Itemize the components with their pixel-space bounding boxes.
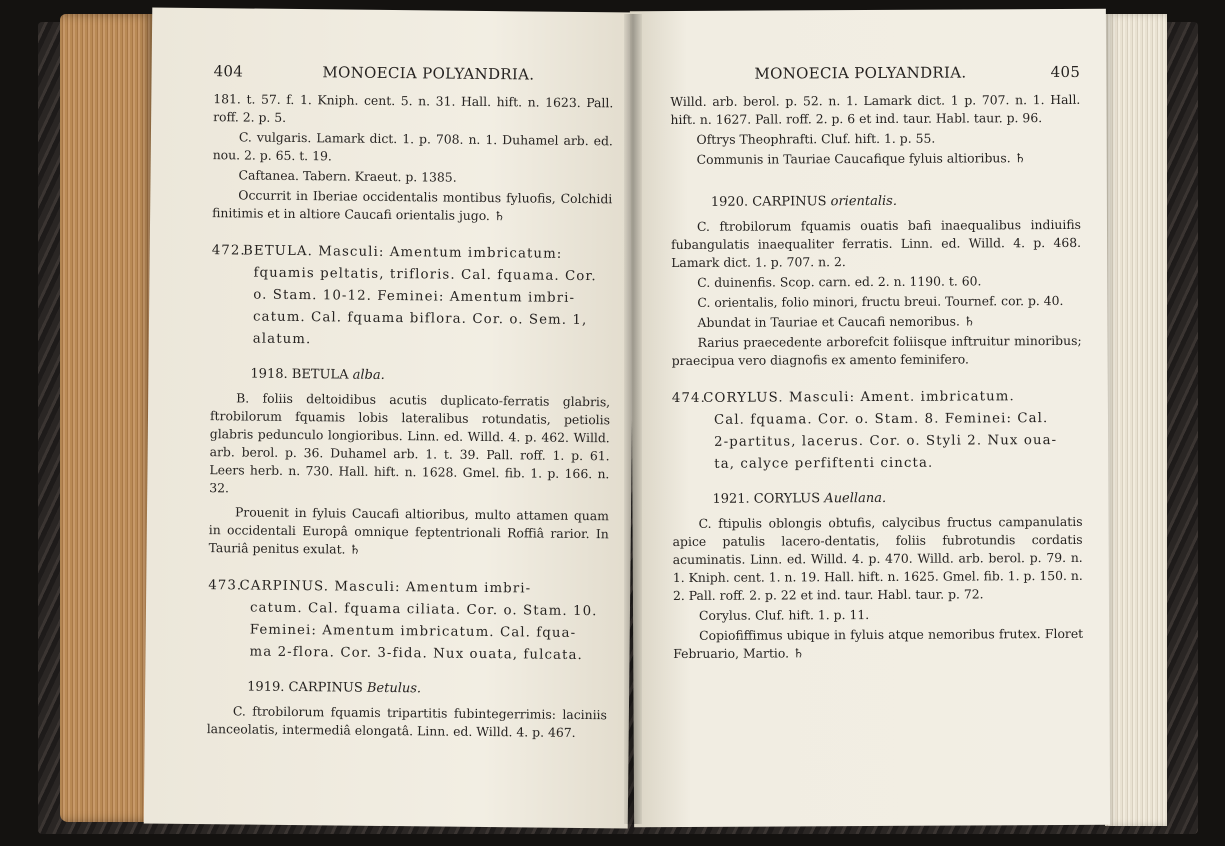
description-text: C. ftrobilorum fquamis ouatis bafi inaequalibus indiuifis fubangulatis inaequaliter ferratis. Linn. ed. Willd. 4. p. 468. Lamark dict. 1. p. 707. n. 2. bbox=[671, 216, 1082, 271]
reference-line: C. vulgaris. Lamark dict. 1. p. 708. n. 1. Duhamel arb. ed. nou. 2. p. 65. t. 19. bbox=[212, 129, 613, 164]
habitat-text: Prouenit in fyluis Caucafi altioribus, multo attamen quam in occidentali Europâ omnique feptentrionali Roffiâ rarior. In Tauriâ penitus exulat. ♄ bbox=[208, 504, 610, 557]
genus-number: 474. bbox=[671, 390, 706, 407]
genus-line: catum. Cal. fquama biflora. Cor. o. Sem. 1, bbox=[252, 309, 588, 329]
species-description-1921 bbox=[673, 513, 1084, 663]
reference-line: 181. t. 57. f. 1. Kniph. cent. 5. n. 31. Hall. hift. n. 1623. Pall. roff. 2. p. 5. bbox=[213, 91, 614, 125]
species-description-1920 bbox=[671, 216, 1082, 370]
genus-entry-betula bbox=[211, 240, 612, 354]
reference-line: Caftanea. Tabern. Kraeut. p. 1385. bbox=[238, 167, 457, 185]
habitat-text: Copiofiffimus ubique in fyluis atque nemoribus frutex. Floret Februario, Martio. ♄ bbox=[673, 625, 1084, 662]
species-heading-1921 bbox=[712, 490, 1082, 507]
left-page bbox=[144, 7, 637, 828]
reference-line: Willd. arb. berol. p. 52. n. 1. Lamark dict. 1 p. 707. n. 1. Hall. hift. n. 1627. Pall. roff. 2. p. 6 et ind. taur. Habl. taur. p. 96. bbox=[670, 91, 1081, 128]
description-text: C. ftipulis oblongis obtufis, calycibus fructus campanulatis apice patulis lacero-dentatis, foliis fubrotundis cordatis acuminatis. Linn. ed. Willd. 4. p. 470. Willd. arb. berol. p. 79. n. 1. Kniph. cent. 1. n. 19. Hall. hift. n. 1625. Gmel. fib. 1. p. 150. n. 2. Pall. roff. 2. p. 22 et ind. taur. Habl. taur. p. 72. bbox=[672, 513, 1083, 604]
species-epithet: Auellana. bbox=[824, 490, 887, 507]
genus-line: CORYLUS. Masculi: Ament. imbricatum. bbox=[703, 389, 1015, 406]
page-number: 404 bbox=[213, 62, 244, 81]
genus-number: 473. bbox=[208, 578, 243, 594]
left-page-header bbox=[214, 62, 614, 84]
genus-line: CARPINUS. Masculi: Amentum imbri- bbox=[239, 578, 532, 597]
right-page-edges bbox=[1105, 14, 1167, 826]
running-title: MONOECIA POLYANDRIA. bbox=[322, 63, 535, 84]
description-text: B. foliis deltoidibus acutis duplicato-ferratis glabris, ftrobilorum fquamis lobis lateralibus rotundatis, petiolis glabris pedunculo longioribus. Linn. ed. Willd. 4. p. 462. Willd. arb. berol. p. 36. Duhamel arb. 1. t. 39. Pall. roff. 1. p. 61. Leers herb. n. 730. Hall. hift. n. 1628. Gmel. fib. 1. p. 166. n. 32. bbox=[209, 390, 611, 496]
note-text: Rarius praecedente arborefcit foliisque inftruitur minoribus; praecipua vero diagnofis ex amento feminifero. bbox=[671, 332, 1082, 369]
genus-line: Feminei: Amentum imbricatum. Cal. fqua- bbox=[249, 622, 577, 641]
synonym-line: C. orientalis, folio minori, fructu breui. Tournef. cor. p. 40. bbox=[697, 292, 1064, 310]
running-title: MONOECIA POLYANDRIA. bbox=[754, 63, 967, 83]
species-name: 1920. CARPINUS bbox=[710, 194, 827, 210]
habitat-text: Communis in Tauriae Caucafique fyluis altioribus. ♄ bbox=[696, 150, 1026, 167]
species-epithet: Betulus. bbox=[366, 680, 422, 697]
species-epithet: orientalis. bbox=[830, 193, 897, 210]
genus-line: catum. Cal. fquama ciliata. Cor. o. Stam. 10. bbox=[249, 600, 598, 620]
book-gutter bbox=[624, 14, 642, 824]
right-page-body bbox=[670, 91, 1080, 169]
genus-line: o. Stam. 10-12. Feminei: Amentum imbri- bbox=[253, 287, 576, 306]
species-heading-1918 bbox=[250, 367, 610, 386]
species-name: 1919. CARPINUS bbox=[247, 679, 363, 696]
genus-line: ma 2-flora. Cor. 3-fida. Nux ouata, fulcata. bbox=[249, 644, 583, 664]
genus-line: ta, calyce perfiftenti cincta. bbox=[714, 455, 934, 472]
genus-number: 472. bbox=[211, 243, 246, 259]
synonym-line: C. duinenfis. Scop. carn. ed. 2. n. 1190. t. 60. bbox=[697, 273, 982, 290]
genus-entry-corylus bbox=[672, 386, 1082, 476]
right-page-header bbox=[670, 63, 1080, 83]
species-name: 1918. BETULA bbox=[250, 366, 349, 383]
genus-line: alatum. bbox=[252, 331, 312, 348]
species-description-1919 bbox=[207, 702, 607, 742]
genus-line: BETULA. Masculi: Amentum imbricatum: bbox=[242, 243, 563, 262]
reference-line: Oftrys Theophrafti. Cluf. hift. 1. p. 55. bbox=[696, 130, 936, 147]
species-name: 1921. CORYLUS bbox=[712, 491, 821, 507]
habitat-text: Occurrit in Iberiae occidentalis montibus fyluofis, Colchidi finitimis et in altiore Caucafi orientalis jugo. ♄ bbox=[212, 187, 613, 224]
species-description-1918 bbox=[209, 389, 611, 561]
species-epithet: alba. bbox=[352, 367, 385, 383]
genus-line: Cal. fquama. Cor. o. Stam. 8. Feminei: Cal. bbox=[713, 411, 1049, 428]
left-page-edges bbox=[60, 14, 154, 822]
genus-line: fquamis peltatis, trifloris. Cal. fquama. Cor. bbox=[253, 265, 597, 285]
genus-entry-carpinus bbox=[207, 575, 608, 667]
synonym-line: Corylus. Cluf. hift. 1. p. 11. bbox=[698, 607, 870, 623]
left-page-body bbox=[212, 90, 613, 226]
description-text: C. ftrobilorum fquamis tripartitis fubintegerrimis: laciniis lanceolatis, intermediâ elongatâ. Linn. ed. Willd. 4. p. 467. bbox=[206, 703, 607, 740]
right-page bbox=[630, 9, 1110, 827]
genus-line: 2-partitus, lacerus. Cor. o. Styli 2. Nux oua- bbox=[714, 433, 1058, 450]
species-heading-1919 bbox=[247, 680, 607, 699]
species-heading-1920 bbox=[711, 193, 1081, 210]
page-number: 405 bbox=[1050, 62, 1081, 82]
habitat-text: Abundat in Tauriae et Caucafi nemoribus. ♄ bbox=[697, 313, 976, 330]
